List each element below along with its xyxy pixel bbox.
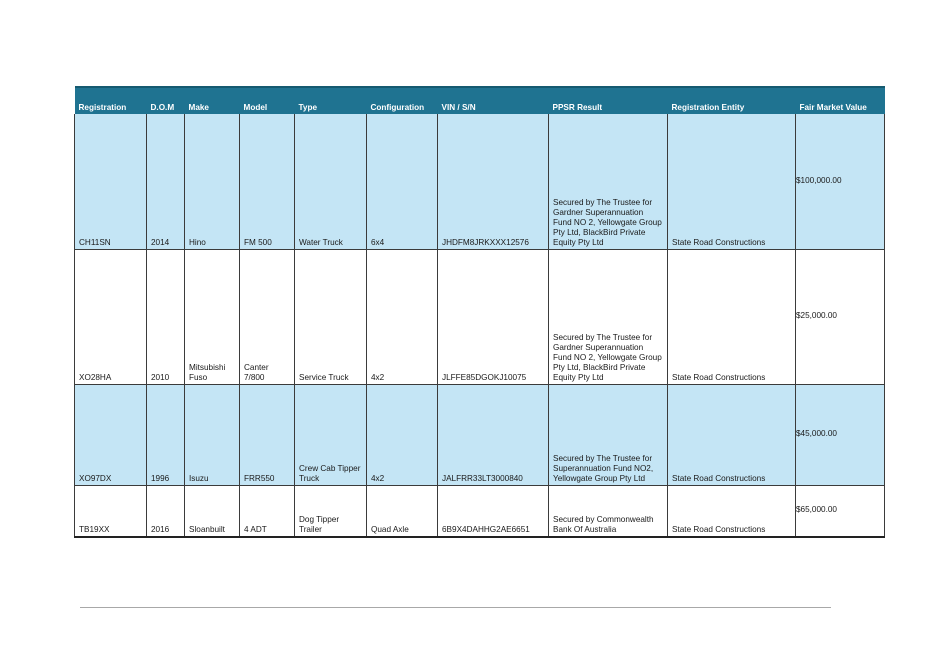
asset-valuation-table	[74, 86, 885, 538]
cell-dom: 2016	[147, 485, 185, 537]
table-row	[75, 249, 885, 384]
cell-dom: 2014	[147, 114, 185, 249]
cell-make: Hino	[185, 114, 240, 249]
cell-vin: JALFRR33LT3000840	[438, 384, 549, 485]
cell-vin: JLFFE85DGOKJ10075	[438, 249, 549, 384]
cell-configuration: 4x2	[367, 384, 438, 485]
cell-type: Dog Tipper Trailer	[295, 485, 367, 537]
header-vin: VIN / S/N	[438, 87, 549, 114]
table-header-row	[75, 87, 885, 114]
header-ppsr-result: PPSR Result	[549, 87, 668, 114]
cell-vin: 6B9X4DAHHG2AE6651	[438, 485, 549, 537]
cell-registration-entity: State Road Constructions	[668, 249, 796, 384]
cell-configuration: Quad Axle	[367, 485, 438, 537]
cell-model: 4 ADT	[240, 485, 295, 537]
cell-registration-entity: State Road Constructions	[668, 114, 796, 249]
table-row	[75, 384, 885, 485]
header-model: Model	[240, 87, 295, 114]
cell-ppsr-result: Secured by The Trustee for Gardner Superannuation Fund NO 2, Yellowgate Group Pty Ltd, BlackBird Private Equity Pty Ltd	[549, 114, 668, 249]
cell-make: Isuzu	[185, 384, 240, 485]
cell-make: Sloanbuilt	[185, 485, 240, 537]
cell-dom: 2010	[147, 249, 185, 384]
cell-model: Canter 7/800	[240, 249, 295, 384]
cell-configuration: 6x4	[367, 114, 438, 249]
cell-ppsr-result: Secured by The Trustee for Gardner Superannuation Fund NO 2, Yellowgate Group Pty Ltd, BlackBird Private Equity Pty Ltd	[549, 249, 668, 384]
cell-configuration: 4x2	[367, 249, 438, 384]
header-fair-market-value: Fair Market Value	[796, 87, 885, 114]
header-dom: D.O.M	[147, 87, 185, 114]
header-configuration: Configuration	[367, 87, 438, 114]
cell-registration-entity: State Road Constructions	[668, 384, 796, 485]
cell-type: Water Truck	[295, 114, 367, 249]
cell-registration: XO28HA	[75, 249, 147, 384]
cell-fair-market-value: $45,000.00	[796, 384, 885, 485]
cell-type: Crew Cab Tipper Truck	[295, 384, 367, 485]
header-make: Make	[185, 87, 240, 114]
table-row	[75, 485, 885, 537]
cell-make: Mitsubishi Fuso	[185, 249, 240, 384]
header-type: Type	[295, 87, 367, 114]
cell-ppsr-result: Secured by Commonwealth Bank Of Australia	[549, 485, 668, 537]
table-row	[75, 114, 885, 249]
cell-fair-market-value: $65,000.00	[796, 485, 885, 537]
cell-registration: TB19XX	[75, 485, 147, 537]
header-registration-entity: Registration Entity	[668, 87, 796, 114]
cell-ppsr-result: Secured by The Trustee for Superannuation Fund NO2, Yellowgate Group Pty Ltd	[549, 384, 668, 485]
cell-type: Service Truck	[295, 249, 367, 384]
cell-model: FM 500	[240, 114, 295, 249]
cell-registration-entity: State Road Constructions	[668, 485, 796, 537]
cell-fair-market-value: $100,000.00	[796, 114, 885, 249]
cell-registration: XO97DX	[75, 384, 147, 485]
cell-fair-market-value: $25,000.00	[796, 249, 885, 384]
cell-model: FRR550	[240, 384, 295, 485]
cell-registration: CH11SN	[75, 114, 147, 249]
cell-dom: 1996	[147, 384, 185, 485]
cell-vin: JHDFM8JRKXXX12576	[438, 114, 549, 249]
footer-divider	[80, 607, 831, 608]
header-registration: Registration	[75, 87, 147, 114]
